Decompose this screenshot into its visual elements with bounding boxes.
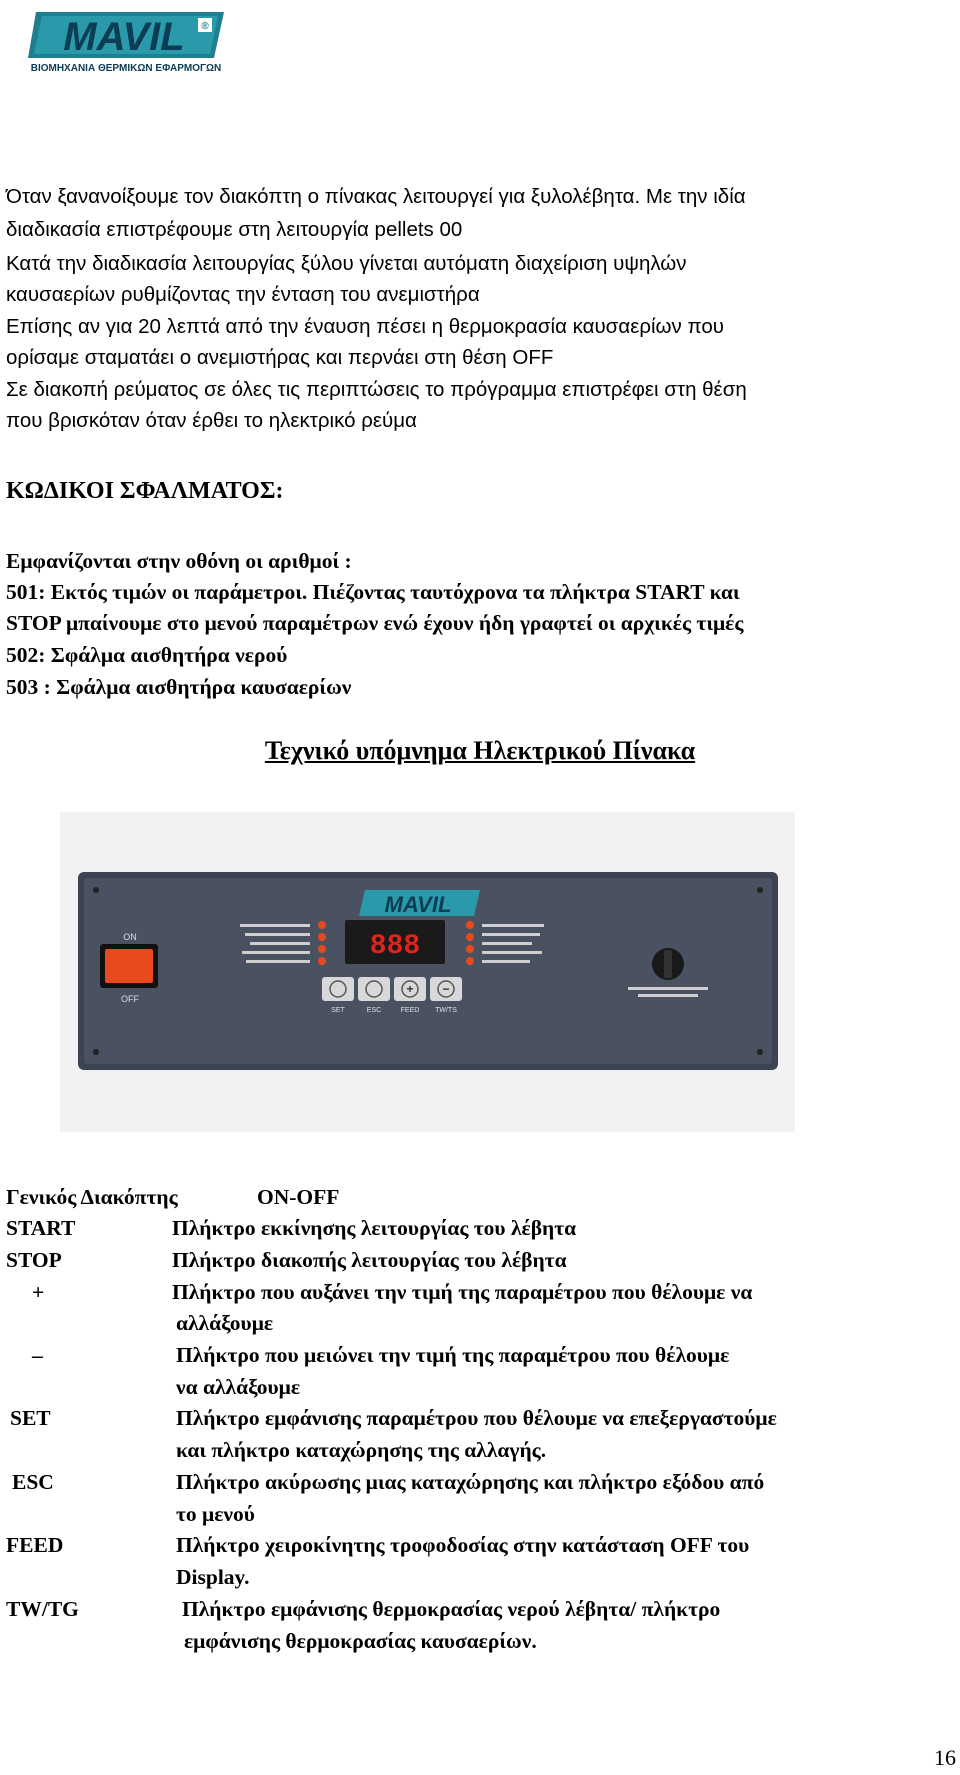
intro-line: Κατά την διαδικασία λειτουργίας ξύλου γίνεται αυτόματη διαχείριση υψηλών: [6, 252, 687, 275]
legend-value: Πλήκτρο χειροκίνητης τροφοδοσίας στην κατάσταση OFF του: [176, 1533, 750, 1557]
intro-line: καυσαερίων ρυθμίζοντας την ένταση του ανεμιστήρα: [6, 283, 480, 306]
error-line: 502: Σφάλμα αισθητήρα νερού: [6, 643, 288, 667]
page-number: 16: [934, 1745, 956, 1770]
legend-value: Πλήκτρο εμφάνισης παραμέτρου που θέλουμε να επεξεργαστούμε: [176, 1406, 777, 1430]
control-panel-image: [60, 812, 795, 1132]
intro-line: Επίσης αν για 20 λεπτά από την έναυση πέσει η θερμοκρασία καυσαερίων που: [6, 315, 724, 338]
legend-value: Πλήκτρο εμφάνισης θερμοκρασίας νερού λέβητα/ πλήκτρο: [182, 1597, 721, 1621]
error-codes-heading: ΚΩΔΙΚΟΙ ΣΦΑΛΜΑΤΟΣ:: [6, 478, 284, 504]
legend-value: Πλήκτρο διακοπής λειτουργίας του λέβητα: [172, 1248, 567, 1272]
legend-key: –: [32, 1343, 43, 1367]
legend-value-cont: εμφάνισης θερμοκρασίας καυσαερίων.: [184, 1629, 537, 1653]
button-esc-label: ESC: [366, 1007, 382, 1014]
legend-value: Πλήκτρο που αυξάνει την τιμή της παραμέτρου που θέλουμε να: [172, 1280, 753, 1304]
legend-key: START: [6, 1216, 76, 1240]
legend-value: Πλήκτρο ακύρωσης μιας καταχώρησης και πλήκτρο εξόδου από: [176, 1470, 765, 1494]
legend-value: ON-OFF: [257, 1185, 340, 1209]
panel-logo: MAVIL: [384, 892, 452, 917]
error-line: 501: Εκτός τιμών οι παράμετροι. Πιέζοντας ταυτόχρονα τα πλήκτρα START και: [6, 580, 740, 604]
error-line: STOP μπαίνουμε στο μενού παραμέτρων ενώ έχουν ήδη γραφτεί οι αρχικές τιμές: [6, 611, 744, 635]
error-line: 503 : Σφάλμα αισθητήρα καυσαερίων: [6, 675, 352, 699]
intro-line: Σε διακοπή ρεύματος σε όλες τις περιπτώσεις το πρόγραμμα επιστρέφει στη θέση: [6, 378, 747, 401]
button-feed-label: FEED: [400, 1007, 420, 1014]
error-line: Εμφανίζονται στην οθόνη οι αριθμοί :: [6, 549, 352, 573]
legend-value-cont: το μενού: [176, 1502, 255, 1526]
legend-key: TW/TG: [6, 1597, 79, 1621]
intro-line: ορίσαμε σταματάει ο ανεμιστήρας και περνάει στη θέση OFF: [6, 346, 554, 369]
legend-value-cont: αλλάξουμε: [176, 1311, 274, 1335]
svg-text:−: −: [442, 982, 450, 996]
svg-text:®: ®: [201, 21, 209, 32]
legend-key: Γενικός Διακόπτης: [6, 1185, 178, 1209]
intro-line: διαδικασία επιστρέφουμε στη λειτουργία pellets 00: [6, 218, 463, 241]
button-twts-label: TW/TS: [435, 1007, 457, 1014]
logo-brand: MAVIL: [63, 15, 185, 59]
technical-legend-title: Τεχνικό υπόμνημα Ηλεκτρικού Πίνακα: [264, 736, 696, 765]
button-set-label: SET: [331, 1007, 345, 1014]
legend-key: STOP: [6, 1248, 62, 1272]
intro-line: που βρισκόταν όταν έρθει το ηλεκτρικό ρεύμα: [6, 409, 417, 432]
legend-key: ESC: [12, 1470, 54, 1494]
legend-value-cont: Display.: [176, 1565, 250, 1589]
intro-line: Όταν ξανανοίξουμε τον διακόπτη ο πίνακας λειτουργεί για ξυλολέβητα. Με την ιδία: [6, 185, 746, 208]
svg-text:+: +: [406, 982, 414, 996]
legend-key: +: [32, 1280, 45, 1304]
legend-value: Πλήκτρο εκκίνησης λειτουργίας του λέβητα: [172, 1216, 577, 1240]
logo-tagline: ΒΙΟΜΗΧΑΝΙΑ ΘΕΡΜΙΚΩΝ ΕΦΑΡΜΟΓΩΝ: [30, 63, 222, 74]
legend-key: FEED: [6, 1533, 64, 1557]
legend-value-cont: και πλήκτρο καταχώρησης της αλλαγής.: [176, 1438, 547, 1462]
switch-off-label: OFF: [121, 994, 139, 1004]
panel-display: 888: [369, 931, 421, 962]
legend-value: Πλήκτρο που μειώνει την τιμή της παραμέτρου που θέλουμε: [176, 1343, 730, 1367]
mavil-logo: [28, 8, 228, 76]
switch-on-label: ON: [123, 932, 137, 942]
legend-key: SET: [10, 1406, 51, 1430]
legend-value-cont: να αλλάξουμε: [176, 1375, 301, 1399]
